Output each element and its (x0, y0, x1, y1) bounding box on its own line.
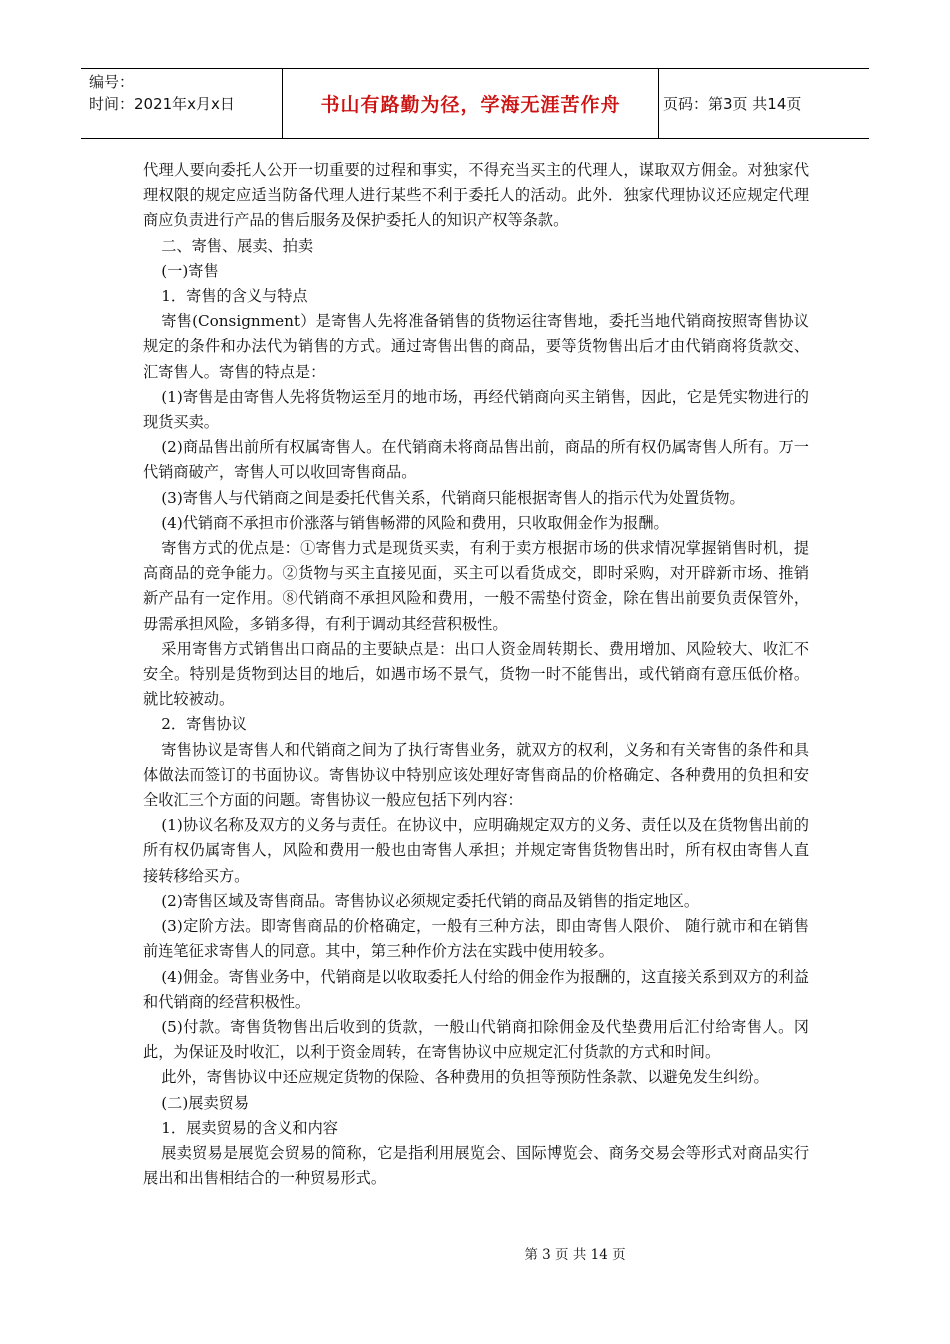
header-motto: 书山有路勤为径，学海无涯苦作舟 (283, 69, 659, 138)
paragraph: (1)寄售是由寄售人先将货物运至月的地市场，再经代销商向买主销售，因此，它是凭实物进行的现货买卖。 (143, 387, 809, 432)
paragraph: 采用寄售方式销售出口商品的主要缺点是：出口人资金周转期长、费用增加、风险较大、收汇不安全。特别是货物到达目的地后，如遇市场不景气，货物一时不能售出，或代销商有意压低价格。就比较被动。 (143, 639, 809, 709)
paragraph: (3)定阶方法。即寄售商品的价格确定，一般有三种方法，即由寄售人限价、 随行就市和在销售前连笔征求寄售人的同意。其中，第三种作价方法在实践中使用较多。 (143, 917, 809, 961)
paragraph: (2)寄售区域及寄售商品。寄售协议必须规定委托代销的商品及销售的指定地区。 (161, 891, 700, 910)
document-body (143, 158, 809, 1191)
page-header (81, 68, 869, 139)
paragraph: (4)代销商不承担市价涨落与销售畅滞的风险和费用，只收取佣金作为报酬。 (161, 513, 669, 532)
header-page-label: 页码：第3页 共14页 (663, 95, 802, 113)
document-number-label: 编号： (89, 73, 135, 91)
subsection-heading: 1．寄售的含义与特点 (161, 287, 308, 306)
paragraph: (5)付款。寄售货物售出后收到的货款，一般山代销商扣除佣金及代垫费用后汇付给寄售人。冈此，为保证及时收汇，以利于资金周转，在寄售协议中应规定汇付货款的方式和时间。 (143, 1017, 809, 1062)
paragraph: 此外，寄售协议中还应规定货物的保险、各种费用的负担等预防性条款、以避免发生纠纷。 (161, 1068, 769, 1087)
paragraph: (3)寄售人与代销商之间是委托代售关系，代销商只能根据寄售人的指示代为处置货物。 (161, 488, 745, 507)
header-meta (81, 69, 283, 138)
paragraph: 寄售(Consignment）是寄售人先将准备销售的货物运往寄售地，委托当地代销商按照寄售协议规定的条件和办法代为销售的方式。通过寄售出售的商品，要等货物售出后才由代销商将货款交、汇寄售人。寄售的特点是： (143, 312, 809, 381)
subsection-heading: (二)展卖贸易 (161, 1093, 250, 1112)
paragraph: 代理人要向委托人公开一切重要的过程和事实，不得充当买主的代理人，谋取双方佣金。对独家代理权限的规定应适当防备代理人进行某些不利于委托人的活动。此外．独家代理协议还应规定代理商应负责进行产品的售后服务及保护委托人的知识产权等条款。 (143, 161, 809, 230)
page-footer: 第 3 页 共 14 页 (524, 1247, 626, 1263)
subsection-heading: 1．展卖贸易的含义和内容 (161, 1118, 338, 1137)
paragraph: (1)协议名称及双方的义务与责任。在协议中，应明确规定双方的义务、责任以及在货物售出前的所有权仍属寄售人，风险和费用一般也由寄售人承担；并规定寄售货物售出时，所有权由寄售人直接转移给买方。 (143, 816, 809, 885)
paragraph: 展卖贸易是展览会贸易的简称，它是指利用展览会、国际博览会、商务交易会等形式对商品实行展出和出售相结合的一种贸易形式。 (143, 1143, 809, 1188)
paragraph: 寄售方式的优点是：①寄售力式是现货买卖，有利于卖方根据市场的供求情况掌握销售时机，提高商品的竞争能力。②货物与买主直接见面，买主可以看货成交，即时采购，对开辟新市场、推销新产品有一定作用。⑧代销商不承担风险和费用，一般不需垫付资金，除在售出前要负责保管外，毋需承担风险，多销多得，有利于调动其经营积极性。 (143, 539, 809, 633)
paragraph: (2)商品售出前所有权属寄售人。在代销商未将商品售出前，商品的所有权仍属寄售人所有。万一代销商破产，寄售人可以收回寄售商品。 (143, 438, 809, 482)
document-time-label: 时间：2021年x月x日 (89, 95, 235, 113)
section-heading: 二、寄售、展卖、拍卖 (161, 236, 314, 255)
subsection-heading: (一)寄售 (161, 261, 219, 280)
subsection-heading: 2．寄售协议 (161, 715, 247, 734)
paragraph: 寄售协议是寄售人和代销商之间为了执行寄售业务，就双方的权利，义务和有关寄售的条件和具体做法而签订的书面协议。寄售协议中特别应该处理好寄售商品的价格确定、各种费用的负担和安全收汇三个方面的问题。寄售协议一般应包括下列内容： (143, 740, 809, 810)
paragraph: (4)佣金。寄售业务中，代销商是以收取委托人付给的佣金作为报酬的，这直接关系到双方的利益和代销商的经营积极性。 (143, 967, 809, 1011)
